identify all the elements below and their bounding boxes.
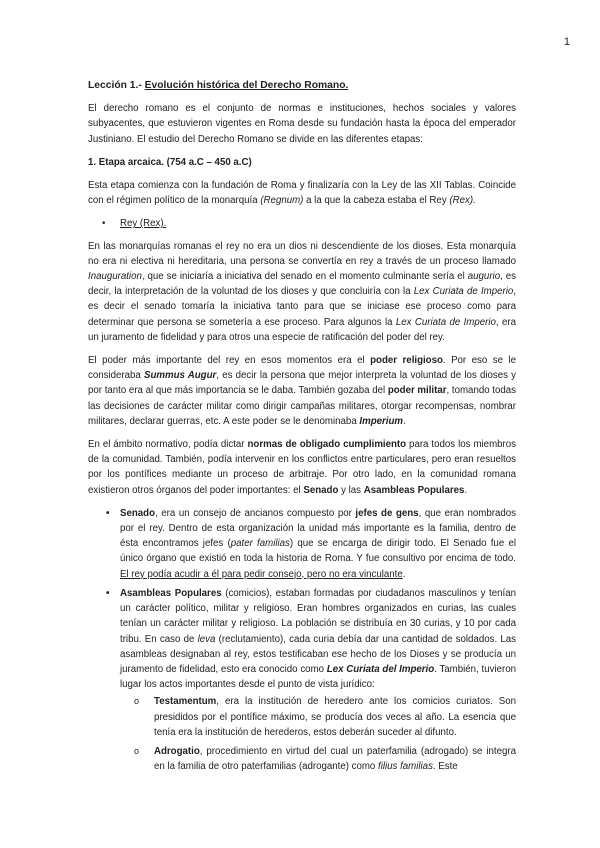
section-heading-arcaica: 1. Etapa arcaica. (754 a.C – 450 a.C)	[88, 156, 252, 168]
organs-list	[88, 506, 516, 774]
page-number: 1	[563, 36, 570, 48]
paragraph-rey: En las monarquías romanas el rey no era un dios ni descendiente de los dioses. Esta monarquía no era ni electiva ni hereditaria, una persona se convertía en rey a través de un proceso llamado Inauguration, que se iniciaría a iniciativa del senado en el momento culminante sería el augurio, es decir, la interpretación de la voluntad de los dioses y que concluiría con la Lex Curiata de Imperio, es decir el senado tomaría la iniciativa tanto para que se iniciase ese proceso como para determinar que persona se sometería a ese proceso. Para algunos la Lex Curiata de Imperio, era un juramento de fidelidad y para otros una especie de ratificación del poder del rey.	[88, 240, 516, 343]
intro-paragraph: El derecho romano es el conjunto de normas e instituciones, hechos sociales y valores subyacentes, que estuvieron vigentes en Roma desde su fundación hasta la época del emperador Justiniano. El estudio del Derecho Romano se divide en las diferentes etapas:	[88, 103, 516, 145]
list-item-adrogatio: o Adrogatio, procedimiento en virtud del cual un paterfamilia (adrogado) se integra en la familia de otro paterfamilias (adrogante) como filius familias. Este	[154, 744, 516, 774]
bullet-rey: • Rey (Rex).	[88, 216, 516, 231]
list-item-senado: • Senado, era un consejo de ancianos compuesto por jefes de gens, que eran nombrados por el rey. Dentro de esta organización la unidad más importante es la familia, dentro de ésta encontramos jefes (pater familias) que se encarga de dirigir todo. El Senado fue el único órgano que existió en toda la historia de Roma. Y fue consultivo por encima de todo. El rey podía acudir a él para pedir consejo, pero no era vinculante.	[120, 506, 516, 582]
paragraph-poder: El poder más importante del rey en esos momentos era el poder religioso. Por eso se le consideraba Summus Augur, es decir la persona que mejor interpreta la voluntad de los dioses y por tanto era al que más importancia se le daba. También gozaba del poder militar, tomando todas las decisiones de carácter militar como dirigir campañas militares, otorgar recompensas, nombrar militares, declarar guerras, etc. A este poder se le denominaba Imperium.	[88, 355, 516, 427]
list-item-asambleas: • Asambleas Populares (comicios), estaban formadas por ciudadanos masculinos y tenían un carácter político, militar y religioso. Eran hombres organizados en curias, las cuales tenían un carácter militar y religioso. La población se distribuía en 30 curias, y 10 por cada tribu. En caso de leva (reclutamiento), cada curia debía dar una cantidad de soldados. Las asambleas designaban al rey, estos testificaban ese hecho de los Dioses y se producía un juramento de fidelidad, esto era conocido como Lex Curiata del Imperio. También, tuvieron lugar los actos importantes desde el punto de vista jurídico: o Testamentum, era la institución de heredero ante los comicios curiatos. Son presididos por el pontífice máximo, se producía dos veces al año. La esencia que tenía era la institución de herederos, estos deberán suceder al difunto. o Adrogatio, procedimiento en virtud del cual un paterfamilia (adrogado) se integra en la familia de otro paterfamilias (adrogante) como filius familias. Este	[120, 586, 516, 774]
document-body	[88, 78, 516, 778]
list-item-testamentum: o Testamentum, era la institución de heredero ante los comicios curiatos. Son presididos por el pontífice máximo, se producía dos veces al año. La esencia que tenía era la institución de herederos, estos deberán suceder al difunto.	[154, 694, 516, 740]
paragraph-normativo: En el ámbito normativo, podía dictar normas de obligado cumplimiento para todos los miembros de la comunidad. También, podía intervenir en los conflictos entre particulares, pero eran resueltos por los pontífices mediante un proceso de arbitraje. Por otro lado, en la comunidad romana existieron otros órganos del poder importantes: el Senado y las Asambleas Populares.	[88, 439, 516, 496]
paragraph-arcaica: Esta etapa comienza con la fundación de Roma y finalizaría con la Ley de las XII Tablas. Coincide con el régimen político de la monarquía (Regnum) a la que la cabeza estaba el Rey (Rex).	[88, 180, 516, 207]
lesson-title: Lección 1.- Evolución histórica del Derecho Romano.	[88, 80, 349, 91]
acts-list	[120, 694, 516, 774]
